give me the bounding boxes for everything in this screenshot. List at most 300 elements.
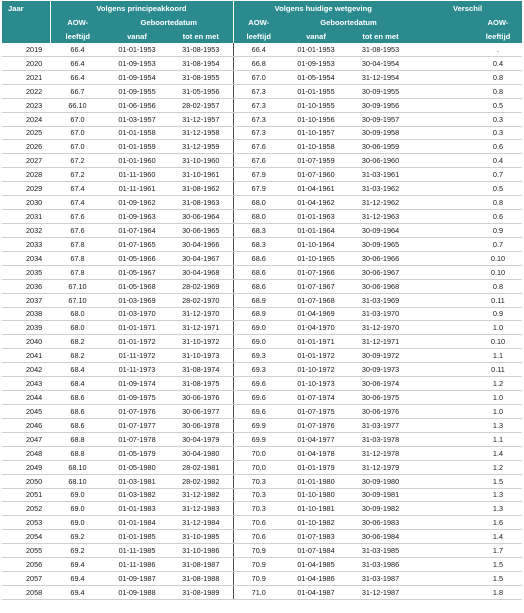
cell-verschil-aow-leeftijd: 1.4 bbox=[474, 446, 522, 460]
cell-principe-aow-leeftijd: 67.0 bbox=[50, 112, 105, 126]
cell-huidig-vanaf: 01-10-1958 bbox=[284, 140, 348, 154]
cell-huidig-vanaf: 01-10-1964 bbox=[284, 237, 348, 251]
cell-principe-vanaf: 01-05-1967 bbox=[105, 265, 169, 279]
cell-verschil-aow-leeftijd: 0.3 bbox=[474, 112, 522, 126]
cell-principe-aow-leeftijd: 67.8 bbox=[50, 251, 105, 265]
cell-principe-aow-leeftijd: 69.0 bbox=[50, 502, 105, 516]
cell-principe-vanaf: 01-07-1977 bbox=[105, 418, 169, 432]
table-row bbox=[2, 84, 522, 98]
cell-verschil-aow-leeftijd: 0.7 bbox=[474, 168, 522, 182]
cell-verschil-aow-leeftijd: 0.4 bbox=[474, 154, 522, 168]
cell-verschil-aow-leeftijd: 0.11 bbox=[474, 293, 522, 307]
cell-principe-aow-leeftijd: 68.6 bbox=[50, 418, 105, 432]
cell-huidig-vanaf: 01-07-1967 bbox=[284, 279, 348, 293]
cell-verschil-spacer bbox=[413, 154, 474, 168]
cell-huidig-aow-leeftijd: 69.6 bbox=[233, 391, 284, 405]
cell-principe-aow-leeftijd: 68.10 bbox=[50, 460, 105, 474]
cell-principe-vanaf: 01-07-1965 bbox=[105, 237, 169, 251]
cell-huidig-tot-en-met: 31-12-1954 bbox=[348, 70, 413, 84]
cell-huidig-vanaf: 01-07-1960 bbox=[284, 168, 348, 182]
cell-jaar: 2052 bbox=[2, 502, 50, 516]
cell-principe-tot-en-met: 31-08-1987 bbox=[169, 558, 233, 572]
cell-huidig-vanaf: 01-01-1964 bbox=[284, 223, 348, 237]
cell-principe-vanaf: 01-01-1958 bbox=[105, 126, 169, 140]
cell-verschil-spacer bbox=[413, 279, 474, 293]
cell-principe-tot-en-met: 30-04-1979 bbox=[169, 432, 233, 446]
cell-huidig-vanaf: 01-10-1957 bbox=[284, 126, 348, 140]
cell-principe-aow-leeftijd: 68.8 bbox=[50, 432, 105, 446]
cell-huidig-aow-leeftijd: 67.3 bbox=[233, 98, 284, 112]
cell-huidig-tot-en-met: 30-04-1954 bbox=[348, 56, 413, 70]
header-principe-geboortedatum: Geboortedatum bbox=[105, 15, 233, 29]
cell-principe-vanaf: 01-09-1963 bbox=[105, 210, 169, 224]
cell-principe-vanaf: 01-03-1969 bbox=[105, 293, 169, 307]
cell-huidig-vanaf: 01-01-1979 bbox=[284, 460, 348, 474]
cell-verschil-spacer bbox=[413, 391, 474, 405]
cell-verschil-aow-leeftijd: 1.5 bbox=[474, 558, 522, 572]
header-huidig-tot-en-met: tot en met bbox=[348, 29, 413, 43]
cell-principe-vanaf: 01-11-1961 bbox=[105, 182, 169, 196]
header-jaar-spacer bbox=[2, 15, 50, 29]
cell-jaar: 2043 bbox=[2, 377, 50, 391]
cell-huidig-vanaf: 01-10-1981 bbox=[284, 502, 348, 516]
cell-huidig-aow-leeftijd: 68.3 bbox=[233, 223, 284, 237]
cell-jaar: 2048 bbox=[2, 446, 50, 460]
table-row bbox=[2, 321, 522, 335]
cell-principe-vanaf: 01-05-1966 bbox=[105, 251, 169, 265]
cell-verschil-aow-leeftijd: 1.1 bbox=[474, 432, 522, 446]
table-body bbox=[2, 43, 522, 599]
cell-principe-tot-en-met: 31-08-1954 bbox=[169, 56, 233, 70]
cell-verschil-spacer bbox=[413, 418, 474, 432]
cell-huidig-vanaf: 01-07-1968 bbox=[284, 293, 348, 307]
header-huidig-geboortedatum: Geboortedatum bbox=[284, 15, 413, 29]
cell-verschil-spacer bbox=[413, 460, 474, 474]
cell-huidig-tot-en-met: 30-06-1976 bbox=[348, 404, 413, 418]
cell-principe-vanaf: 01-11-1973 bbox=[105, 363, 169, 377]
header-principe-leeftijd: leeftijd bbox=[50, 29, 105, 43]
cell-verschil-aow-leeftijd: 1.8 bbox=[474, 585, 522, 599]
cell-verschil-aow-leeftijd: 0.4 bbox=[474, 56, 522, 70]
cell-principe-tot-en-met: 30-04-1968 bbox=[169, 265, 233, 279]
cell-jaar: 2038 bbox=[2, 307, 50, 321]
cell-verschil-aow-leeftijd: 0.5 bbox=[474, 98, 522, 112]
cell-huidig-tot-en-met: 30-09-1972 bbox=[348, 349, 413, 363]
cell-verschil-aow-leeftijd: 0.6 bbox=[474, 210, 522, 224]
cell-principe-vanaf: 01-01-1953 bbox=[105, 43, 169, 56]
cell-huidig-vanaf: 01-10-1972 bbox=[284, 363, 348, 377]
cell-verschil-spacer bbox=[413, 432, 474, 446]
cell-principe-aow-leeftijd: 69.4 bbox=[50, 585, 105, 599]
cell-jaar: 2041 bbox=[2, 349, 50, 363]
cell-principe-tot-en-met: 31-12-1957 bbox=[169, 112, 233, 126]
cell-principe-aow-leeftijd: 68.2 bbox=[50, 349, 105, 363]
cell-principe-aow-leeftijd: 68.4 bbox=[50, 377, 105, 391]
cell-verschil-spacer bbox=[413, 168, 474, 182]
cell-principe-vanaf: 01-11-1986 bbox=[105, 558, 169, 572]
cell-verschil-aow-leeftijd: 1.0 bbox=[474, 404, 522, 418]
header-huidig-leeftijd: leeftijd bbox=[233, 29, 284, 43]
header-verschil-spacer-2 bbox=[413, 29, 474, 43]
cell-principe-aow-leeftijd: 68.0 bbox=[50, 321, 105, 335]
cell-principe-vanaf: 01-07-1978 bbox=[105, 432, 169, 446]
cell-verschil-spacer bbox=[413, 251, 474, 265]
cell-verschil-aow-leeftijd: 1.2 bbox=[474, 460, 522, 474]
header-principe-tot-en-met: tot en met bbox=[169, 29, 233, 43]
cell-jaar: 2035 bbox=[2, 265, 50, 279]
table-row bbox=[2, 572, 522, 586]
cell-verschil-spacer bbox=[413, 474, 474, 488]
cell-verschil-spacer bbox=[413, 544, 474, 558]
cell-huidig-aow-leeftijd: 68.0 bbox=[233, 196, 284, 210]
cell-huidig-tot-en-met: 31-03-1977 bbox=[348, 418, 413, 432]
cell-huidig-tot-en-met: 30-09-1957 bbox=[348, 112, 413, 126]
cell-principe-tot-en-met: 31-08-1962 bbox=[169, 182, 233, 196]
cell-verschil-spacer bbox=[413, 349, 474, 363]
cell-huidig-aow-leeftijd: 68.6 bbox=[233, 279, 284, 293]
cell-jaar: 2058 bbox=[2, 585, 50, 599]
cell-verschil-spacer bbox=[413, 70, 474, 84]
cell-principe-tot-en-met: 31-12-1958 bbox=[169, 126, 233, 140]
cell-huidig-vanaf: 01-10-1965 bbox=[284, 251, 348, 265]
cell-principe-aow-leeftijd: 67.0 bbox=[50, 140, 105, 154]
cell-jaar: 2045 bbox=[2, 404, 50, 418]
cell-huidig-vanaf: 01-04-1986 bbox=[284, 572, 348, 586]
cell-principe-tot-en-met: 28-02-1970 bbox=[169, 293, 233, 307]
table-row bbox=[2, 363, 522, 377]
cell-principe-vanaf: 01-09-1974 bbox=[105, 377, 169, 391]
cell-principe-aow-leeftijd: 69.2 bbox=[50, 544, 105, 558]
cell-verschil-aow-leeftijd: . bbox=[474, 43, 522, 56]
cell-jaar: 2039 bbox=[2, 321, 50, 335]
table-row bbox=[2, 112, 522, 126]
table-row bbox=[2, 335, 522, 349]
table-row bbox=[2, 377, 522, 391]
cell-verschil-aow-leeftijd: 1.7 bbox=[474, 544, 522, 558]
header-huidig-vanaf: vanaf bbox=[284, 29, 348, 43]
header-verschil-spacer bbox=[413, 15, 474, 29]
cell-huidig-tot-en-met: 31-12-1962 bbox=[348, 196, 413, 210]
cell-principe-tot-en-met: 31-12-1970 bbox=[169, 307, 233, 321]
cell-huidig-vanaf: 01-05-1954 bbox=[284, 70, 348, 84]
cell-huidig-aow-leeftijd: 69.6 bbox=[233, 377, 284, 391]
cell-huidig-aow-leeftijd: 67.3 bbox=[233, 112, 284, 126]
cell-huidig-aow-leeftijd: 67.3 bbox=[233, 126, 284, 140]
cell-principe-tot-en-met: 31-10-1961 bbox=[169, 168, 233, 182]
cell-principe-aow-leeftijd: 66.10 bbox=[50, 98, 105, 112]
table-row bbox=[2, 432, 522, 446]
cell-huidig-vanaf: 01-01-1972 bbox=[284, 349, 348, 363]
cell-huidig-tot-en-met: 30-09-1981 bbox=[348, 488, 413, 502]
table-row bbox=[2, 558, 522, 572]
cell-verschil-aow-leeftijd: 0.5 bbox=[474, 182, 522, 196]
cell-principe-vanaf: 01-09-1962 bbox=[105, 196, 169, 210]
cell-huidig-tot-en-met: 30-09-1964 bbox=[348, 223, 413, 237]
cell-huidig-tot-en-met: 31-03-1986 bbox=[348, 558, 413, 572]
cell-verschil-aow-leeftijd: 1.4 bbox=[474, 530, 522, 544]
cell-verschil-aow-leeftijd: 1.0 bbox=[474, 321, 522, 335]
cell-verschil-spacer bbox=[413, 293, 474, 307]
cell-huidig-tot-en-met: 30-09-1982 bbox=[348, 502, 413, 516]
cell-jaar: 2033 bbox=[2, 237, 50, 251]
table-row bbox=[2, 307, 522, 321]
cell-huidig-aow-leeftijd: 66.8 bbox=[233, 56, 284, 70]
cell-jaar: 2025 bbox=[2, 126, 50, 140]
cell-principe-vanaf: 01-01-1960 bbox=[105, 154, 169, 168]
cell-huidig-tot-en-met: 30-06-1960 bbox=[348, 154, 413, 168]
cell-principe-tot-en-met: 31-10-1972 bbox=[169, 335, 233, 349]
cell-principe-tot-en-met: 31-10-1985 bbox=[169, 530, 233, 544]
cell-principe-tot-en-met: 30-06-1965 bbox=[169, 223, 233, 237]
table-row bbox=[2, 418, 522, 432]
cell-jaar: 2046 bbox=[2, 418, 50, 432]
cell-principe-tot-en-met: 31-08-1988 bbox=[169, 572, 233, 586]
cell-principe-tot-en-met: 30-06-1964 bbox=[169, 210, 233, 224]
cell-principe-tot-en-met: 31-10-1973 bbox=[169, 349, 233, 363]
cell-huidig-tot-en-met: 31-03-1969 bbox=[348, 293, 413, 307]
cell-principe-vanaf: 01-01-1984 bbox=[105, 516, 169, 530]
cell-huidig-tot-en-met: 31-12-1978 bbox=[348, 446, 413, 460]
cell-principe-tot-en-met: 30-04-1980 bbox=[169, 446, 233, 460]
header-group-huidige-wetgeving: Volgens huidige wetgeving bbox=[233, 1, 413, 15]
cell-verschil-aow-leeftijd: 0.11 bbox=[474, 363, 522, 377]
table-row bbox=[2, 182, 522, 196]
cell-jaar: 2026 bbox=[2, 140, 50, 154]
cell-principe-vanaf: 01-09-1988 bbox=[105, 585, 169, 599]
table-row bbox=[2, 210, 522, 224]
cell-huidig-tot-en-met: 30-09-1958 bbox=[348, 126, 413, 140]
cell-principe-aow-leeftijd: 68.2 bbox=[50, 335, 105, 349]
cell-jaar: 2021 bbox=[2, 70, 50, 84]
cell-huidig-vanaf: 01-01-1980 bbox=[284, 474, 348, 488]
header-verschil-leeftijd: leeftijd bbox=[474, 29, 522, 43]
table-row bbox=[2, 404, 522, 418]
cell-huidig-tot-en-met: 31-12-1970 bbox=[348, 321, 413, 335]
cell-huidig-tot-en-met: 31-12-1979 bbox=[348, 460, 413, 474]
cell-jaar: 2028 bbox=[2, 168, 50, 182]
cell-verschil-spacer bbox=[413, 530, 474, 544]
cell-verschil-aow-leeftijd: 0.10 bbox=[474, 251, 522, 265]
cell-verschil-aow-leeftijd: 0.9 bbox=[474, 307, 522, 321]
cell-huidig-aow-leeftijd: 69.9 bbox=[233, 432, 284, 446]
cell-jaar: 2044 bbox=[2, 391, 50, 405]
cell-principe-vanaf: 01-05-1980 bbox=[105, 460, 169, 474]
cell-huidig-tot-en-met: 31-12-1963 bbox=[348, 210, 413, 224]
cell-huidig-aow-leeftijd: 67.9 bbox=[233, 168, 284, 182]
cell-jaar: 2031 bbox=[2, 210, 50, 224]
cell-huidig-aow-leeftijd: 67.0 bbox=[233, 70, 284, 84]
cell-principe-aow-leeftijd: 67.2 bbox=[50, 168, 105, 182]
cell-huidig-vanaf: 01-07-1959 bbox=[284, 154, 348, 168]
cell-verschil-aow-leeftijd: 0.8 bbox=[474, 84, 522, 98]
cell-principe-vanaf: 01-05-1979 bbox=[105, 446, 169, 460]
cell-verschil-spacer bbox=[413, 585, 474, 599]
cell-huidig-tot-en-met: 31-08-1953 bbox=[348, 43, 413, 56]
cell-verschil-aow-leeftijd: 0.10 bbox=[474, 335, 522, 349]
cell-verschil-aow-leeftijd: 1.3 bbox=[474, 418, 522, 432]
cell-huidig-aow-leeftijd: 69.0 bbox=[233, 321, 284, 335]
cell-verschil-aow-leeftijd: 1.6 bbox=[474, 516, 522, 530]
table-row bbox=[2, 140, 522, 154]
cell-principe-aow-leeftijd: 67.6 bbox=[50, 210, 105, 224]
cell-verschil-spacer bbox=[413, 404, 474, 418]
table-row bbox=[2, 154, 522, 168]
cell-principe-tot-en-met: 31-12-1983 bbox=[169, 502, 233, 516]
cell-huidig-aow-leeftijd: 70.3 bbox=[233, 502, 284, 516]
cell-huidig-vanaf: 01-01-1971 bbox=[284, 335, 348, 349]
header-principe-aow: AOW- bbox=[50, 15, 105, 29]
cell-principe-tot-en-met: 28-02-1969 bbox=[169, 279, 233, 293]
table-row bbox=[2, 349, 522, 363]
cell-verschil-spacer bbox=[413, 558, 474, 572]
table-row bbox=[2, 265, 522, 279]
cell-jaar: 2024 bbox=[2, 112, 50, 126]
cell-jaar: 2051 bbox=[2, 488, 50, 502]
cell-huidig-vanaf: 01-10-1982 bbox=[284, 516, 348, 530]
cell-jaar: 2040 bbox=[2, 335, 50, 349]
cell-verschil-aow-leeftijd: 0.3 bbox=[474, 126, 522, 140]
cell-principe-vanaf: 01-05-1968 bbox=[105, 279, 169, 293]
cell-principe-tot-en-met: 31-08-1963 bbox=[169, 196, 233, 210]
table-row bbox=[2, 223, 522, 237]
cell-verschil-spacer bbox=[413, 196, 474, 210]
table-row bbox=[2, 516, 522, 530]
cell-principe-tot-en-met: 28-02-1981 bbox=[169, 460, 233, 474]
cell-huidig-aow-leeftijd: 68.0 bbox=[233, 210, 284, 224]
cell-principe-tot-en-met: 31-08-1953 bbox=[169, 43, 233, 56]
cell-verschil-aow-leeftijd: 0.8 bbox=[474, 70, 522, 84]
cell-principe-vanaf: 01-01-1959 bbox=[105, 140, 169, 154]
cell-huidig-vanaf: 01-04-1978 bbox=[284, 446, 348, 460]
cell-jaar: 2027 bbox=[2, 154, 50, 168]
cell-jaar: 2055 bbox=[2, 544, 50, 558]
cell-jaar: 2030 bbox=[2, 196, 50, 210]
cell-huidig-tot-en-met: 31-12-1987 bbox=[348, 585, 413, 599]
cell-huidig-aow-leeftijd: 70.9 bbox=[233, 558, 284, 572]
cell-principe-aow-leeftijd: 67.8 bbox=[50, 237, 105, 251]
cell-verschil-spacer bbox=[413, 182, 474, 196]
cell-principe-tot-en-met: 30-06-1977 bbox=[169, 404, 233, 418]
cell-verschil-spacer bbox=[413, 112, 474, 126]
cell-verschil-spacer bbox=[413, 516, 474, 530]
cell-principe-aow-leeftijd: 66.7 bbox=[50, 84, 105, 98]
cell-huidig-aow-leeftijd: 67.3 bbox=[233, 84, 284, 98]
header-jaar: Jaar bbox=[2, 1, 50, 15]
cell-principe-aow-leeftijd: 68.6 bbox=[50, 391, 105, 405]
cell-huidig-aow-leeftijd: 69.3 bbox=[233, 349, 284, 363]
cell-huidig-vanaf: 01-07-1966 bbox=[284, 265, 348, 279]
cell-verschil-spacer bbox=[413, 335, 474, 349]
cell-verschil-spacer bbox=[413, 446, 474, 460]
table-row bbox=[2, 460, 522, 474]
cell-principe-vanaf: 01-01-1983 bbox=[105, 502, 169, 516]
cell-principe-tot-en-met: 31-08-1989 bbox=[169, 585, 233, 599]
cell-verschil-spacer bbox=[413, 502, 474, 516]
header-principe-vanaf: vanaf bbox=[105, 29, 169, 43]
cell-verschil-aow-leeftijd: 0.8 bbox=[474, 196, 522, 210]
cell-principe-vanaf: 01-09-1987 bbox=[105, 572, 169, 586]
cell-jaar: 2047 bbox=[2, 432, 50, 446]
cell-verschil-spacer bbox=[413, 126, 474, 140]
cell-principe-vanaf: 01-09-1955 bbox=[105, 84, 169, 98]
cell-verschil-spacer bbox=[413, 265, 474, 279]
cell-verschil-spacer bbox=[413, 56, 474, 70]
cell-huidig-aow-leeftijd: 68.6 bbox=[233, 265, 284, 279]
cell-principe-aow-leeftijd: 68.8 bbox=[50, 446, 105, 460]
cell-principe-aow-leeftijd: 66.4 bbox=[50, 56, 105, 70]
cell-huidig-aow-leeftijd: 66.4 bbox=[233, 43, 284, 56]
cell-huidig-aow-leeftijd: 70.9 bbox=[233, 572, 284, 586]
cell-verschil-aow-leeftijd: 1.1 bbox=[474, 349, 522, 363]
cell-verschil-aow-leeftijd: 1.0 bbox=[474, 391, 522, 405]
cell-jaar: 2036 bbox=[2, 279, 50, 293]
cell-principe-aow-leeftijd: 69.0 bbox=[50, 488, 105, 502]
cell-huidig-aow-leeftijd: 69.0 bbox=[233, 335, 284, 349]
cell-principe-aow-leeftijd: 69.2 bbox=[50, 530, 105, 544]
cell-principe-tot-en-met: 31-10-1986 bbox=[169, 544, 233, 558]
cell-principe-tot-en-met: 31-12-1982 bbox=[169, 488, 233, 502]
table-row bbox=[2, 474, 522, 488]
cell-huidig-aow-leeftijd: 68.9 bbox=[233, 307, 284, 321]
cell-huidig-aow-leeftijd: 67.6 bbox=[233, 140, 284, 154]
cell-principe-aow-leeftijd: 67.2 bbox=[50, 154, 105, 168]
cell-verschil-spacer bbox=[413, 84, 474, 98]
table-row bbox=[2, 585, 522, 599]
cell-principe-vanaf: 01-09-1954 bbox=[105, 70, 169, 84]
cell-principe-tot-en-met: 31-12-1971 bbox=[169, 321, 233, 335]
cell-verschil-spacer bbox=[413, 98, 474, 112]
cell-verschil-aow-leeftijd: 0.8 bbox=[474, 279, 522, 293]
cell-huidig-aow-leeftijd: 70.6 bbox=[233, 516, 284, 530]
cell-verschil-spacer bbox=[413, 572, 474, 586]
cell-jaar: 2022 bbox=[2, 84, 50, 98]
cell-principe-aow-leeftijd: 68.10 bbox=[50, 474, 105, 488]
cell-huidig-vanaf: 01-07-1976 bbox=[284, 418, 348, 432]
cell-principe-vanaf: 01-11-1960 bbox=[105, 168, 169, 182]
cell-principe-vanaf: 01-11-1972 bbox=[105, 349, 169, 363]
header-group-principeakkoord: Volgens principeakkoord bbox=[50, 1, 233, 15]
table-row bbox=[2, 544, 522, 558]
cell-huidig-tot-en-met: 30-06-1975 bbox=[348, 391, 413, 405]
table-row bbox=[2, 196, 522, 210]
cell-huidig-vanaf: 01-07-1974 bbox=[284, 391, 348, 405]
cell-huidig-vanaf: 01-09-1953 bbox=[284, 56, 348, 70]
cell-huidig-tot-en-met: 30-09-1956 bbox=[348, 98, 413, 112]
cell-huidig-tot-en-met: 31-12-1971 bbox=[348, 335, 413, 349]
cell-verschil-aow-leeftijd: 0.9 bbox=[474, 223, 522, 237]
cell-principe-vanaf: 01-07-1976 bbox=[105, 404, 169, 418]
cell-verschil-spacer bbox=[413, 43, 474, 56]
table-row bbox=[2, 168, 522, 182]
cell-principe-vanaf: 01-06-1956 bbox=[105, 98, 169, 112]
cell-huidig-tot-en-met: 31-03-1962 bbox=[348, 182, 413, 196]
cell-huidig-aow-leeftijd: 67.9 bbox=[233, 182, 284, 196]
cell-principe-vanaf: 01-01-1985 bbox=[105, 530, 169, 544]
table-header bbox=[2, 1, 522, 43]
cell-huidig-vanaf: 01-04-1962 bbox=[284, 196, 348, 210]
cell-principe-tot-en-met: 31-05-1956 bbox=[169, 84, 233, 98]
cell-principe-vanaf: 01-01-1972 bbox=[105, 335, 169, 349]
table-row bbox=[2, 70, 522, 84]
cell-verschil-spacer bbox=[413, 307, 474, 321]
cell-huidig-aow-leeftijd: 68.3 bbox=[233, 237, 284, 251]
cell-verschil-aow-leeftijd: 0.10 bbox=[474, 265, 522, 279]
cell-principe-tot-en-met: 31-12-1959 bbox=[169, 140, 233, 154]
cell-huidig-tot-en-met: 30-06-1959 bbox=[348, 140, 413, 154]
cell-huidig-tot-en-met: 31-03-1987 bbox=[348, 572, 413, 586]
cell-jaar: 2056 bbox=[2, 558, 50, 572]
cell-huidig-tot-en-met: 30-06-1966 bbox=[348, 251, 413, 265]
